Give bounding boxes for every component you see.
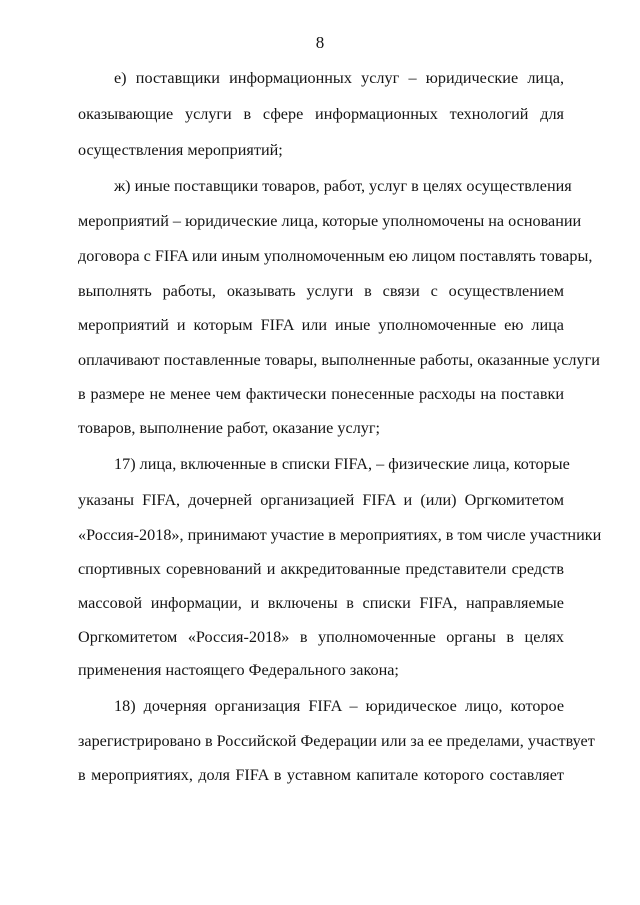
- text-line: осуществления мероприятий;: [78, 141, 283, 159]
- text-line: зарегистрировано в Российской Федерации или за ее пределами, участвует: [78, 732, 595, 750]
- text-line: е) поставщики информационных услуг – юридические лица,: [114, 69, 564, 87]
- text-line: 18) дочерняя организация FIFA – юридическое лицо, которое: [114, 697, 564, 715]
- text-line: Оргкомитетом «Россия-2018» в уполномоченные органы в целях: [78, 628, 564, 646]
- text-line: товаров, выполнение работ, оказание услуг;: [78, 419, 381, 437]
- text-line: мероприятий – юридические лица, которые уполномочены на основании: [78, 212, 582, 230]
- page-number: 8: [315, 33, 325, 52]
- text-line: мероприятий и которым FIFA или иные уполномоченные ею лица: [78, 316, 564, 334]
- text-line: выполнять работы, оказывать услуги в связи с осуществлением: [78, 282, 564, 300]
- text-line: «Россия-2018», принимают участие в мероприятиях, в том числе участники: [78, 526, 602, 544]
- text-line: спортивных соревнований и аккредитованные представители средств: [78, 560, 564, 578]
- text-line: указаны FIFA, дочерней организацией FIFA и (или) Оргкомитетом: [78, 491, 564, 509]
- text-line: ж) иные поставщики товаров, работ, услуг в целях осуществления: [114, 177, 572, 195]
- text-line: применения настоящего Федерального закона;: [78, 661, 399, 679]
- text-line: 17) лица, включенные в списки FIFA, – физические лица, которые: [114, 455, 570, 473]
- text-line: в мероприятиях, доля FIFA в уставном капитале которого составляет: [78, 766, 564, 784]
- text-line: оплачивают поставленные товары, выполненные работы, оказанные услуги: [78, 351, 600, 369]
- text-line: договора с FIFA или иным уполномоченным ею лицом поставлять товары,: [78, 247, 593, 265]
- text-line: оказывающие услуги в сфере информационных технологий для: [78, 105, 564, 123]
- text-line: массовой информации, и включены в списки FIFA, направляемые: [78, 594, 564, 612]
- text-line: в размере не менее чем фактически понесенные расходы на поставки: [78, 385, 564, 403]
